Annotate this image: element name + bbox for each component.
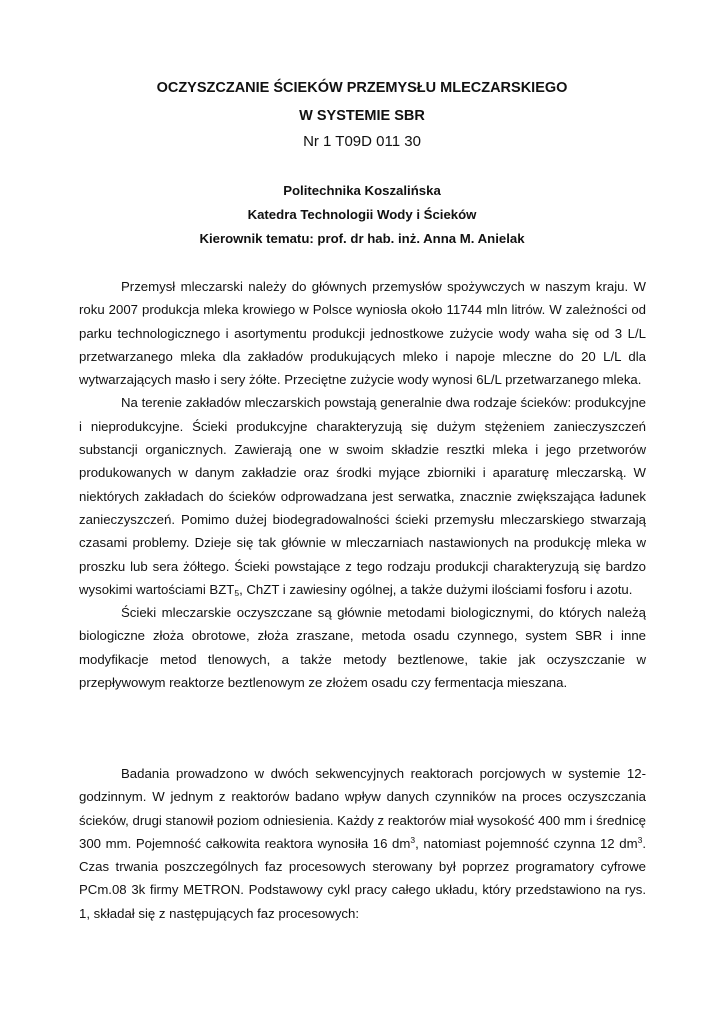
paragraph-2-text-a: Na terenie zakładów mleczarskich powstają generalnie dwa rodzaje ścieków: produkcyjne i nieprodukcyjne. Ścieki produkcyjne charakteryzują się dużym stężeniem zanieczyszczeń substancji organicznych. Zawierają one w swoim składzie resztki mleka i jego przetworów produkowanych w danym zakładzie oraz środki myjące zbiorniki i aparaturę mleczarską. W niektórych zakładach do ścieków odprowadzana jest serwatka, znacznie zwiększająca ładunek zanieczyszczeń. Pomimo dużej biodegradowalności ścieki przemysłu mleczarskiego stwarzają czasami problemy. Dzieje się tak głównie w mleczarniach nastawionych na produkcję mleka w proszku lub sera żółtego. Ścieki powstające z tego rodzaju produkcji charakteryzują się bardzo wysokimi wartościami BZT <box>79 395 646 597</box>
paragraph-4 <box>79 762 646 925</box>
body-section-intro <box>79 275 646 694</box>
university-name: Politechnika Koszalińska <box>283 183 441 198</box>
paragraph-3: Ścieki mleczarskie oczyszczane są głównie metodami biologicznymi, do których należą biologiczne złoża obrotowe, złoża zraszane, metoda osadu czynnego, system SBR i inne modyfikacje metod tlenowych, a także metody beztlenowe, takie jak oczyszczanie w przepływowym reaktorze beztlenowym ze złożem osadu czy fermentacja mieszana. <box>79 605 646 691</box>
paragraph-1: Przemysł mleczarski należy do głównych przemysłów spożywczych w naszym kraju. W roku 2007 produkcja mleka krowiego w Polsce wyniosła około 11744 mln litrów. W zależności od parku technologicznego i asortymentu produkcji jednostkowe zużycie wody waha się od 3 L/L przetwarzanego mleka dla zakładów produkujących mleko i napoje mleczne do 20 L/L dla wytwarzających masło i sery żółte. Przeciętne zużycie wody wynosi 6L/L przetwarzanego mleka. <box>79 279 646 388</box>
document-title-line1: OCZYSZCZANIE ŚCIEKÓW PRZEMYSŁU MLECZARSKIEGO <box>156 80 568 96</box>
department-name: Katedra Technologii Wody i Ścieków <box>247 207 477 222</box>
project-number: Nr 1 T09D 011 30 <box>303 133 421 150</box>
paragraph-4-text-c: . Czas trwania poszczególnych faz procesowych sterowany był poprzez programatory cyfrowe PCm.08 3k firmy METRON. Podstawowy cykl pracy całego układu, który przedstawiono na rys. 1, składał się z następujących faz procesowych: <box>79 835 646 921</box>
unit-superscript-2: 3 <box>637 834 643 845</box>
paragraph-4-text-b: , natomiast pojemność czynna 12 dm <box>415 835 638 851</box>
unit-superscript-1: 3 <box>410 834 416 845</box>
paragraph-2 <box>79 391 646 601</box>
bzt-subscript: 5 <box>234 587 240 598</box>
project-supervisor: Kierownik tematu: prof. dr hab. inż. Anna M. Anielak <box>199 231 525 246</box>
body-section-methods <box>79 762 646 925</box>
paragraph-4-text-a: Badania prowadzono w dwóch sekwencyjnych reaktorach porcjowych w systemie 12-godzinnym. W jednym z reaktorów badano wpływ danych czynników na proces oczyszczania ścieków, drugi stanowił poziom odniesienia. Każdy z reaktorów miał wysokość 400 mm i średnicę 300 mm. Pojemność całkowita reaktora wynosiła 16 dm <box>79 766 646 851</box>
document-title-line2: W SYSTEMIE SBR <box>299 108 425 124</box>
paragraph-2-text-b: , ChZT i zawiesiny ogólnej, a także dużymi ilościami fosforu i azotu. <box>239 581 633 597</box>
